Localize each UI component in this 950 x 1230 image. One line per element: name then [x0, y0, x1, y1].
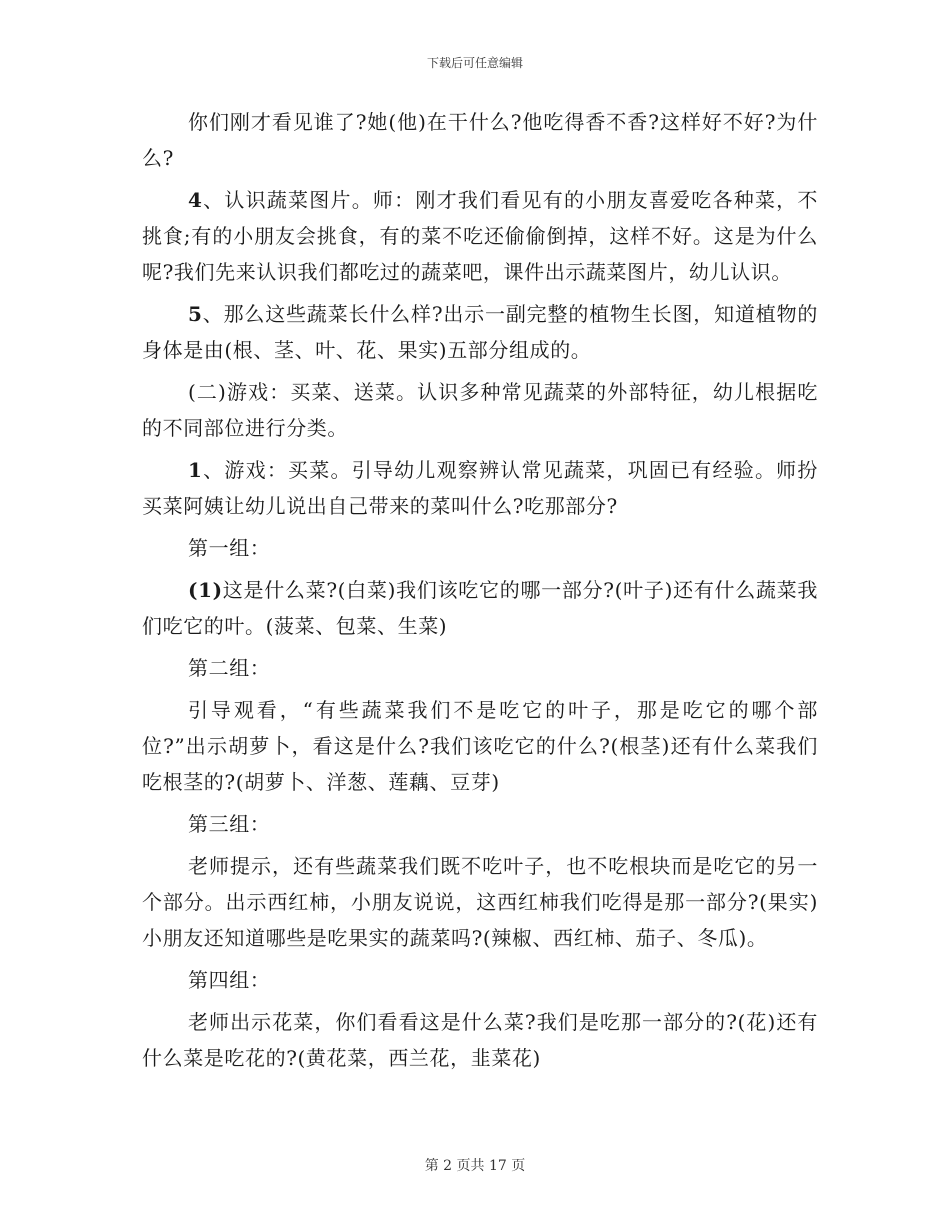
paragraph-text: 、那么这些蔬菜长什么样?出示一副完整的植物生长图，知道植物的身体是由(根、茎、叶、花、果实)五部分组成的。	[142, 302, 818, 362]
paragraph	[142, 296, 818, 368]
page-header: 下载后可任意编辑	[426, 56, 523, 70]
paragraph	[142, 104, 818, 176]
paragraph-number: 5	[188, 302, 203, 326]
paragraph	[142, 692, 818, 800]
paragraph-text: 第二组：	[188, 656, 271, 680]
paragraph-text: 老师出示花菜，你们看看这是什么菜?我们是吃那一部分的?(花)还有什么菜是吃花的?(黄花菜，西兰花，韭菜花)	[142, 1010, 818, 1070]
paragraph-text: 引导观看，“有些蔬菜我们不是吃它的叶子，那是吃它的哪个部位?”出示胡萝卜，看这是什么?我们该吃它的什么?(根茎)还有什么菜我们吃根茎的?(胡萝卜、洋葱、莲藕、豆芽)	[142, 698, 818, 794]
paragraph-text: 这是什么菜?(白菜)我们该吃它的哪一部分?(叶子)还有什么蔬菜我们吃它的叶。(菠菜、包菜、生菜)	[142, 578, 818, 638]
paragraph	[142, 572, 818, 644]
paragraph-number: 1	[188, 458, 203, 482]
paragraph	[142, 182, 818, 290]
page-footer: 第 2 页共 17 页	[424, 1158, 526, 1174]
paragraph	[142, 962, 818, 998]
paragraph-number: (1)	[188, 578, 223, 602]
paragraph-text: 第三组：	[188, 812, 271, 836]
paragraph-text: 第一组：	[188, 536, 271, 560]
paragraph	[142, 650, 818, 686]
paragraph-text: 你们刚才看见谁了?她(他)在干什么?他吃得香不香?这样好不好?为什么?	[142, 110, 818, 170]
paragraph	[142, 530, 818, 566]
paragraph	[142, 374, 818, 446]
paragraph-text: (二)游戏：买菜、送菜。认识多种常见蔬菜的外部特征，幼儿根据吃的不同部位进行分类。	[142, 380, 818, 440]
paragraph	[142, 848, 818, 956]
paragraph	[142, 452, 818, 524]
paragraph	[142, 1004, 818, 1076]
paragraph-text: 第四组：	[188, 968, 271, 992]
paragraph-number: 4	[188, 188, 203, 212]
paragraph	[142, 806, 818, 842]
document-body	[142, 104, 818, 1082]
paragraph-text: 老师提示，还有些蔬菜我们既不吃叶子，也不吃根块而是吃它的另一个部分。出示西红柿，小朋友说说，这西红柿我们吃得是那一部分?(果实)小朋友还知道哪些是吃果实的蔬菜吗?(辣椒、西红柿、茄子、冬瓜)。	[142, 854, 818, 950]
paragraph-text: 、认识蔬菜图片。师：刚才我们看见有的小朋友喜爱吃各种菜，不挑食;有的小朋友会挑食，有的菜不吃还偷偷倒掉，这样不好。这是为什么呢?我们先来认识我们都吃过的蔬菜吧，课件出示蔬菜图片，幼儿认识。	[142, 188, 818, 284]
paragraph-text: 、游戏：买菜。引导幼儿观察辨认常见蔬菜，巩固已有经验。师扮买菜阿姨让幼儿说出自己带来的菜叫什么?吃那部分?	[142, 458, 818, 518]
